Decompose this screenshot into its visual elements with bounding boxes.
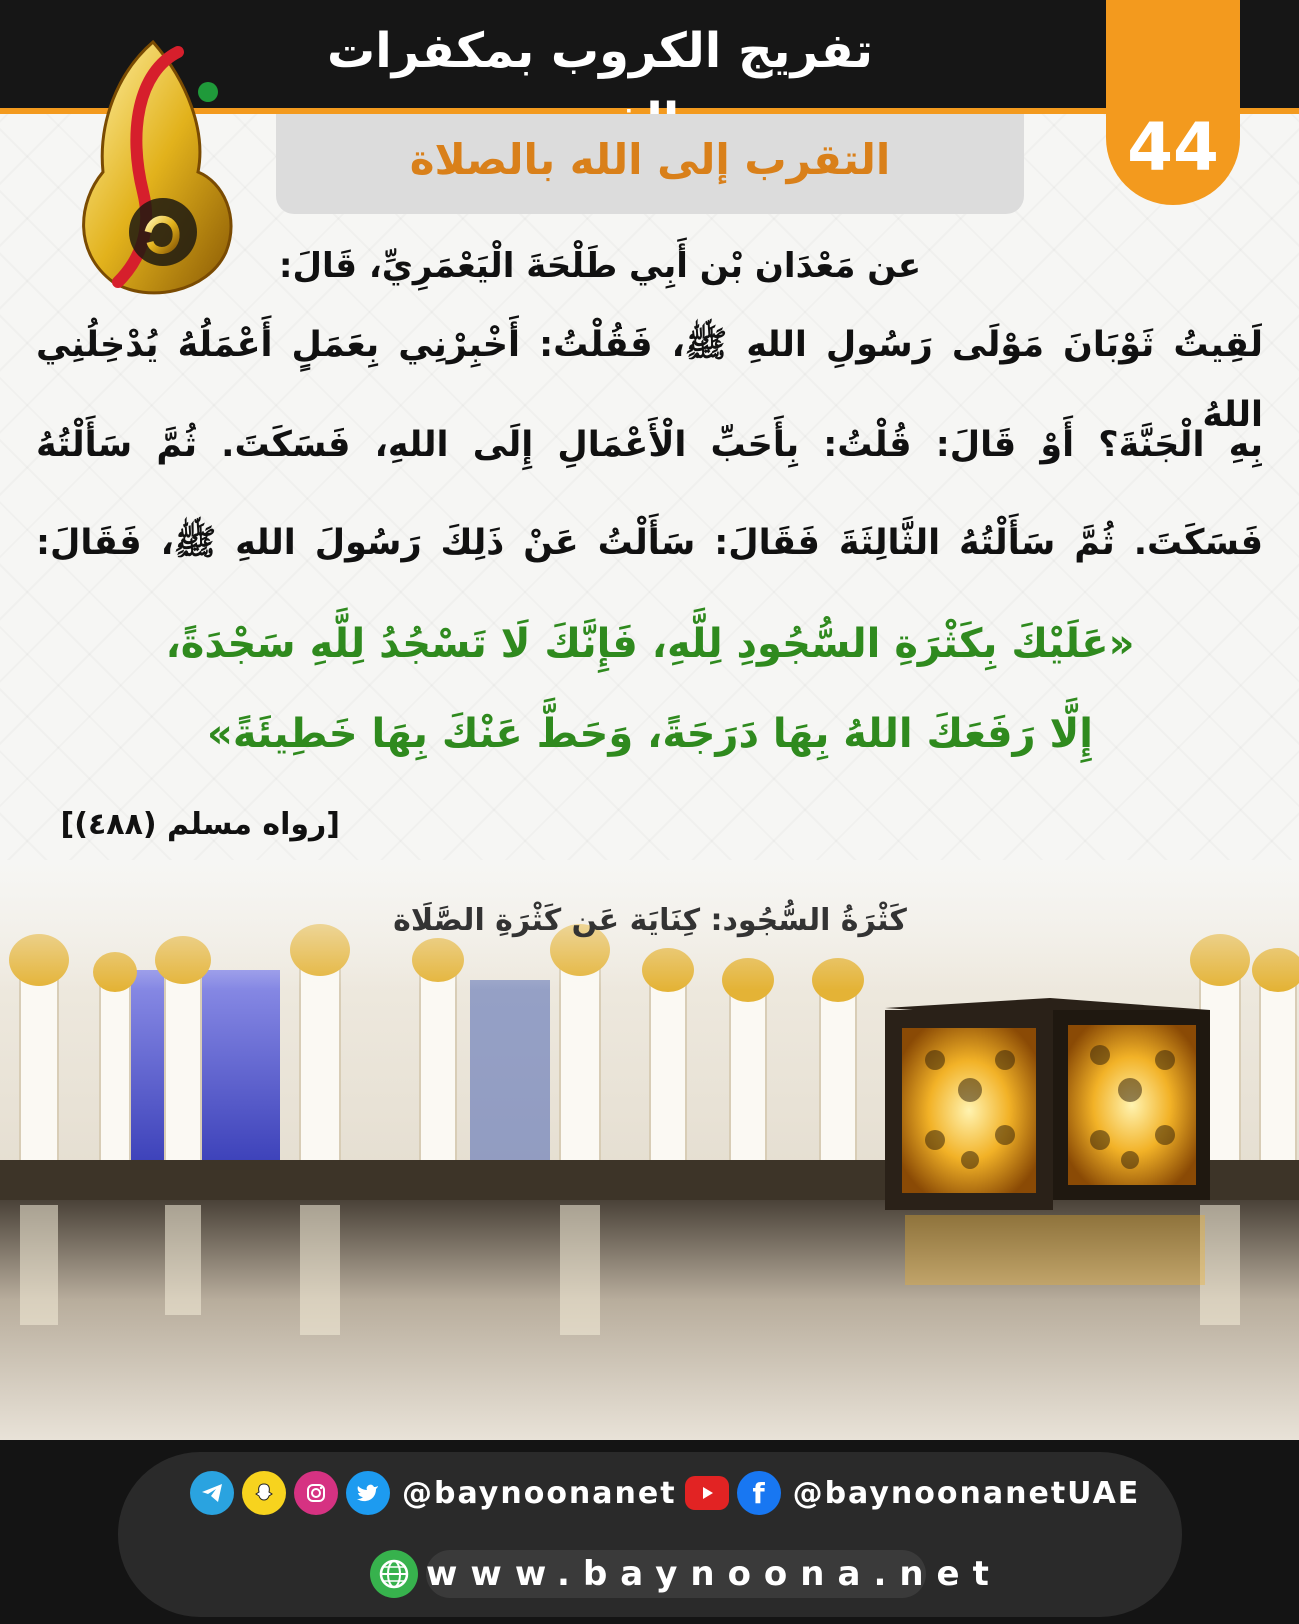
series-title: تفريج الكروب بمكفرات bbox=[327, 23, 873, 79]
globe-icon[interactable] bbox=[370, 1550, 418, 1598]
website-link[interactable]: www.baynoona.net bbox=[426, 1554, 1002, 1594]
subtitle-box bbox=[276, 114, 1024, 214]
telegram-icon[interactable] bbox=[190, 1471, 234, 1515]
prophetic-quote-line-2: إِلَّا رَفَعَكَ اللهُ بِهَا دَرَجَةً، وَحَطَّ عَنْكَ بِهَا خَطِيئَةً» bbox=[207, 711, 1093, 757]
instagram-icon[interactable] bbox=[294, 1471, 338, 1515]
episode-number-badge bbox=[1106, 0, 1240, 205]
footer bbox=[0, 1440, 1299, 1624]
twitter-icon[interactable] bbox=[346, 1471, 390, 1515]
page-subtitle: التقرب إلى الله بالصلاة bbox=[409, 135, 891, 184]
hadith-line-1: لَقِيتُ ثَوْبَانَ مَوْلَى رَسُولِ اللهِ ﷺ، فَقُلْتُ: أَخْبِرْنِي بِعَمَلٍ أَعْمَلُهُ يُدْخِلُنِي اللهُ bbox=[36, 325, 1263, 435]
facebook-icon[interactable]: f bbox=[737, 1471, 781, 1515]
mosque-lantern-illustration bbox=[0, 860, 1299, 1450]
hadith-line-2: بِهِ الْجَنَّةَ؟ أَوْ قَالَ: قُلْتُ: بِأَحَبِّ الْأَعْمَالِ إِلَى اللهِ، فَسَكَتَ. ثُمَّ سَأَلْتُهُ bbox=[36, 425, 1263, 465]
social-handle[interactable]: @baynoonanet bbox=[402, 1475, 677, 1511]
narrator-line: عن مَعْدَان بْن أَبِي طَلْحَةَ الْيَعْمَرِيِّ، قَالَ: bbox=[278, 246, 922, 286]
website-row bbox=[370, 1548, 1002, 1600]
prophetic-quote-line-1: «عَلَيْكَ بِكَثْرَةِ السُّجُودِ لِلَّهِ، فَإِنَّكَ لَا تَسْجُدُ لِلَّهِ سَجْدَةً، bbox=[165, 621, 1135, 667]
hadith-source: [رواه مسلم (٤٨٨)] bbox=[60, 807, 340, 842]
social-handle-uae[interactable]: @baynoonanetUAE bbox=[792, 1475, 1141, 1511]
explanatory-note: كَثْرَةُ السُّجُود: كِنَايَة عَن كَثْرَةِ الصَّلَاة bbox=[393, 903, 907, 938]
hadith-line-3: فَسَكَتَ. ثُمَّ سَأَلْتُهُ الثَّالِثَةَ فَقَالَ: سَأَلْتُ عَنْ ذَلِكَ رَسُولَ اللهِ ﷺ، فَقَالَ: bbox=[36, 523, 1263, 563]
youtube-icon[interactable] bbox=[685, 1476, 729, 1510]
episode-number: 44 bbox=[1127, 109, 1219, 186]
snapchat-icon[interactable] bbox=[242, 1471, 286, 1515]
social-row bbox=[190, 1468, 1148, 1518]
